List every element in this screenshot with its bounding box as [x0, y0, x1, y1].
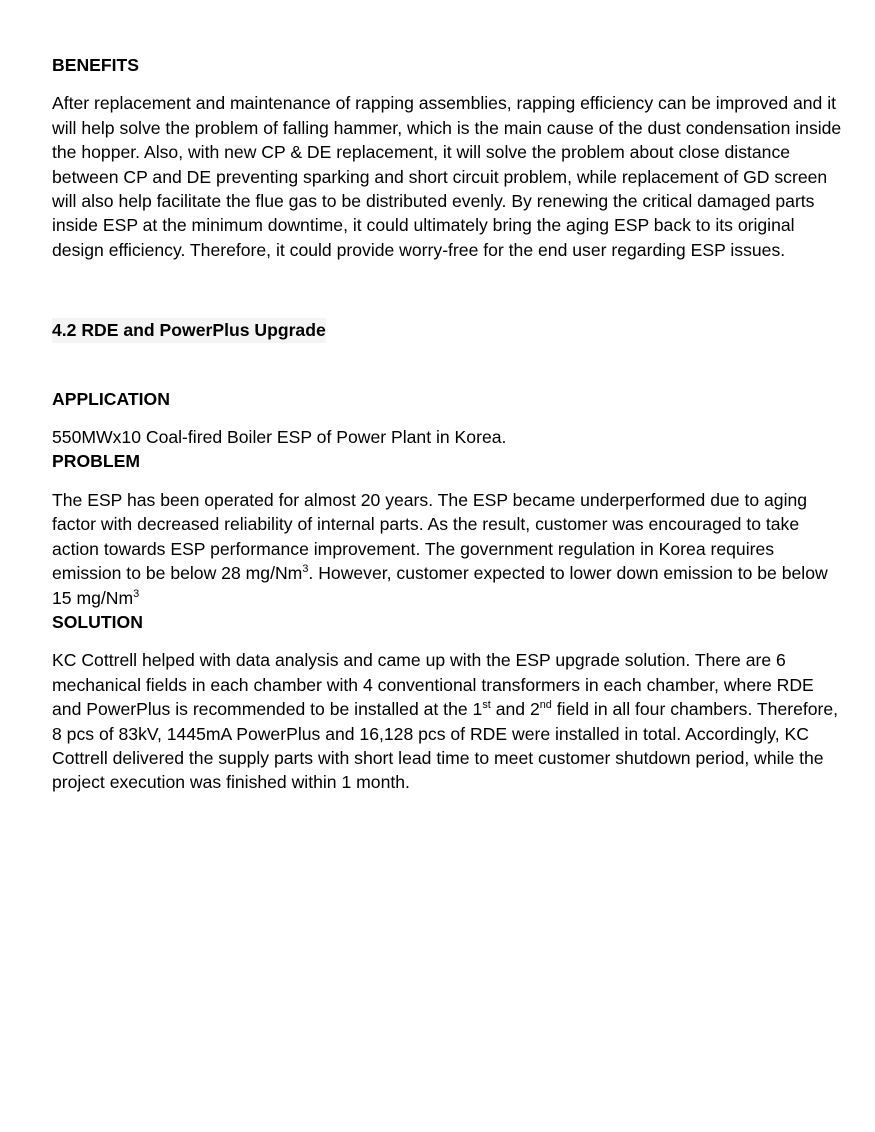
solution-text-1: KC Cottrell helped with data analysis and came up with the ESP upgrade solution. There are 6 mechanical fields in each chamber with 4 conventional transformers in each chamber, where RDE and PowerPlus is recommended to be installed at the 1 — [52, 650, 814, 720]
section-title-text: 4.2 RDE and PowerPlus Upgrade — [52, 318, 326, 342]
application-heading: APPLICATION — [52, 388, 170, 409]
application-paragraph: 550MWx10 Coal-fired Boiler ESP of Power Plant in Korea. — [52, 427, 507, 448]
spacer — [52, 474, 842, 488]
spacer — [52, 262, 842, 318]
problem-paragraph — [52, 488, 842, 610]
superscript-nd: nd — [539, 699, 552, 712]
problem-text-2: . However, customer expected to lower down emission to be below 15 mg/Nm — [52, 563, 828, 608]
superscript-st: st — [482, 699, 491, 712]
problem-text-1: The ESP has been operated for almost 20 years. The ESP became underperformed due to aging factor with decreased reliability of internal parts. As the result, customer was encouraged to take action towards ESP performance improvement. The government regulation in Korea requires emission to be below 28 mg/Nm — [52, 489, 808, 584]
section-title — [52, 318, 842, 342]
solution-paragraph — [52, 648, 842, 794]
problem-heading: PROBLEM — [52, 451, 140, 472]
solution-heading: SOLUTION — [52, 611, 143, 632]
spacer — [52, 77, 842, 91]
solution-text-2: and 2 — [490, 699, 540, 720]
benefits-heading: BENEFITS — [52, 55, 139, 75]
superscript-3: 3 — [133, 587, 140, 600]
solution-text-3: field in all four chambers. Therefore, 8 pcs of 83kV, 1445mA PowerPlus and 16,128 pcs of RDE were installed in total. Accordingly, KC Cottrell delivered the supply parts with short lead time to meet customer shutdown period, while the project execution was finished within 1 month. — [52, 699, 839, 793]
document-page — [52, 53, 842, 795]
spacer — [52, 343, 842, 387]
superscript-3: 3 — [302, 563, 309, 576]
spacer — [52, 634, 842, 648]
benefits-paragraph: After replacement and maintenance of rapping assemblies, rapping efficiency can be improved and it will help solve the problem of falling hammer, which is the main cause of the dust condensation inside the hopper. Also, with new CP & DE replacement, it will solve the problem about close distance between CP and DE preventing sparking and short circuit problem, while replacement of GD screen will also help facilitate the flue gas to be distributed evenly. By renewing the critical damaged parts inside ESP at the minimum downtime, it could ultimately bring the aging ESP back to its original design efficiency. Therefore, it could provide worry-free for the end user regarding ESP issues. — [52, 93, 842, 260]
spacer — [52, 411, 842, 425]
